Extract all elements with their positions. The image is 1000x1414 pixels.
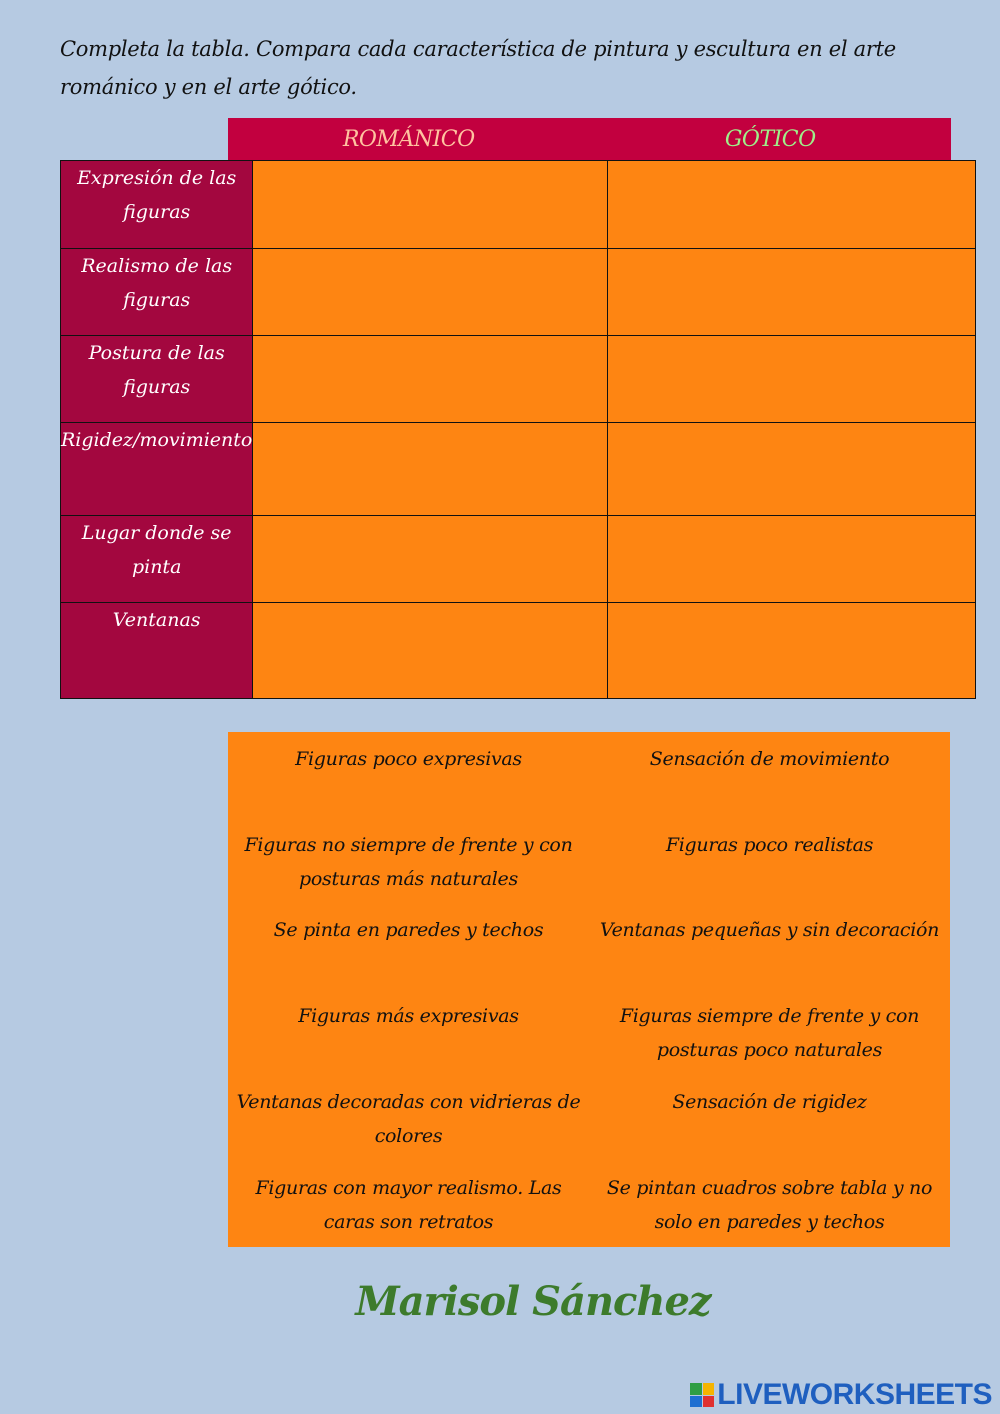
cell-romanico-postura[interactable]: [253, 336, 608, 423]
option-card[interactable]: Figuras siempre de frente y con posturas poco naturales: [619, 1005, 920, 1061]
brand-name: LIVEWORKSHEETS: [717, 1378, 992, 1411]
liveworksheets-brand[interactable]: [690, 1378, 992, 1412]
cell-gotico-realismo[interactable]: [608, 249, 976, 336]
row-label-postura: Postura de las figuras: [61, 336, 253, 423]
table-row: [61, 249, 976, 336]
cell-gotico-rigidez[interactable]: [608, 423, 976, 516]
option-card[interactable]: Figuras con mayor realismo. Las caras son retratos: [255, 1177, 562, 1233]
comparison-table: [60, 160, 976, 699]
option-card[interactable]: Se pintan cuadros sobre tabla y no solo en paredes y techos: [606, 1177, 933, 1233]
option-card[interactable]: Sensación de movimiento: [649, 748, 890, 770]
cell-gotico-expresion[interactable]: [608, 161, 976, 249]
option-card[interactable]: Figuras poco realistas: [665, 834, 874, 856]
row-label-lugar: Lugar donde se pinta: [61, 516, 253, 603]
option-card[interactable]: Se pinta en paredes y techos: [273, 919, 544, 941]
table-row: [61, 423, 976, 516]
cell-romanico-rigidez[interactable]: [253, 423, 608, 516]
option-card[interactable]: Sensación de rigidez: [672, 1091, 867, 1113]
option-card[interactable]: Figuras poco expresivas: [295, 748, 522, 770]
cell-romanico-realismo[interactable]: [253, 249, 608, 336]
option-card[interactable]: Figuras más expresivas: [298, 1005, 519, 1027]
row-label-expresion: Expresión de las figuras: [61, 161, 253, 249]
table-row: [61, 336, 976, 423]
column-header-gotico: GÓTICO: [724, 127, 816, 152]
option-card[interactable]: Ventanas pequeñas y sin decoración: [599, 919, 940, 941]
table-header: [228, 118, 951, 160]
cell-romanico-lugar[interactable]: [253, 516, 608, 603]
table-row: [61, 603, 976, 699]
cell-romanico-expresion[interactable]: [253, 161, 608, 249]
column-header-romanico: ROMÁNICO: [342, 127, 475, 152]
liveworksheets-logo-icon: [690, 1383, 714, 1407]
cell-gotico-lugar[interactable]: [608, 516, 976, 603]
author-signature: Marisol Sánchez: [355, 1278, 711, 1325]
instructions-text: Completa la tabla. Compara cada característica de pintura y escultura en el arte románico y en el arte gótico.: [60, 37, 896, 99]
table-row: [61, 516, 976, 603]
row-label-ventanas: Ventanas: [61, 603, 253, 699]
cell-gotico-postura[interactable]: [608, 336, 976, 423]
option-card[interactable]: Figuras no siempre de frente y con posturas más naturales: [244, 834, 573, 890]
table-row: [61, 161, 976, 249]
option-card[interactable]: Ventanas decoradas con vidrieras de colores: [236, 1091, 581, 1147]
cell-romanico-ventanas[interactable]: [253, 603, 608, 699]
row-label-realismo: Realismo de las figuras: [61, 249, 253, 336]
options-bank: [228, 732, 950, 1247]
cell-gotico-ventanas[interactable]: [608, 603, 976, 699]
row-label-rigidez: Rigidez/movimiento: [61, 423, 253, 516]
